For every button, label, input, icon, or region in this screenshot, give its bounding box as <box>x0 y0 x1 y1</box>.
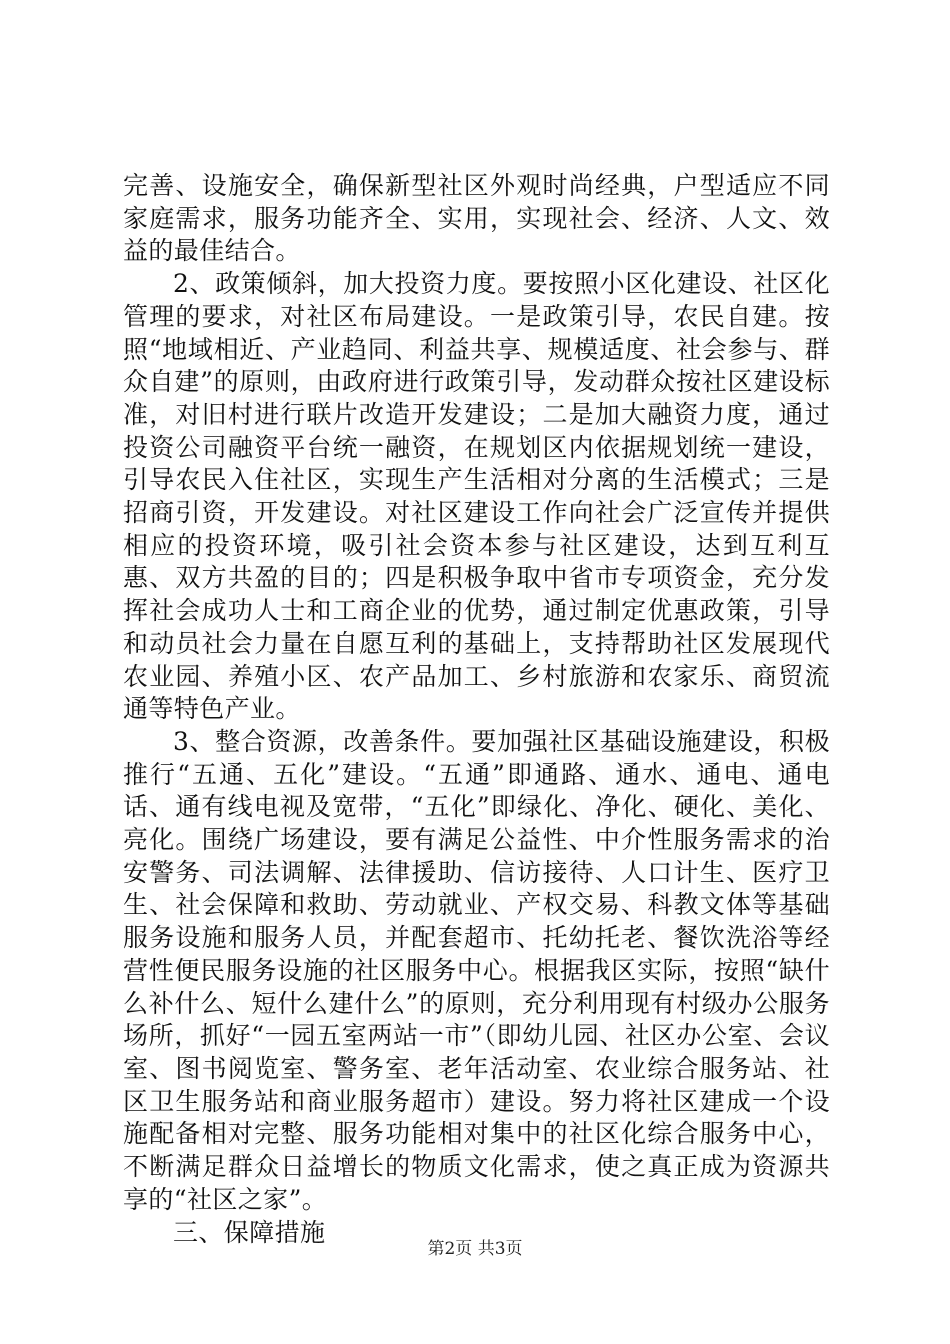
paragraph-resource-integration: 3、整合资源，改善条件。要加强社区基础设施建设，积极推行“五通、五化”建设。“五通”即通路、通水、通电、通电话、通有线电视及宽带，“五化”即绿化、净化、硬化、美化、亮化。围绕广场建设，要有满足公益性、中介性服务需求的治安警务、司法调解、法律援助、信访接待、人口计生、医疗卫生、社会保障和救助、劳动就业、产权交易、科教文体等基础服务设施和服务人员，并配套超市、托幼托老、餐饮洗浴等经营性便民服务设施的社区服务中心。根据我区实际，按照“缺什么补什么、短什么建什么”的原则，充分利用现有村级办公服务场所，抓好“一园五室两站一市”（即幼儿园、社区办公室、会议室、图书阅览室、警务室、老年活动室、农业综合服务站、社区卫生服务站和商业服务超市）建设。努力将社区建成一个设施配备相对完整、服务功能相对集中的社区化综合服务中心，不断满足群众日益增长的物质文化需求，使之真正成为资源共享的“社区之家”。 <box>123 726 830 1214</box>
page-footer: 第2页 共3页 <box>427 1239 523 1259</box>
section-heading-safeguards: 三、保障措施 <box>173 1217 326 1247</box>
document-body <box>123 170 830 1249</box>
paragraph-continuation: 完善、设施安全，确保新型社区外观时尚经典，户型适应不同家庭需求，服务功能齐全、实用，实现社会、经济、人文、效益的最佳结合。 <box>123 171 830 266</box>
paragraph-policy-investment: 2、政策倾斜，加大投资力度。要按照小区化建设、社区化管理的要求，对社区布局建设。一是政策引导，农民自建。按照“地域相近、产业趋同、利益共享、规模适度、社会参与、群众自建”的原则，由政府进行政策引导，发动群众按社区建设标准，对旧村进行联片改造开发建设；二是加大融资力度，通过投资公司融资平台统一融资，在规划区内依据规划统一建设，引导农民入住社区，实现生产生活相对分离的生活模式；三是招商引资，开发建设。对社区建设工作向社会广泛宣传并提供相应的投资环境，吸引社会资本参与社区建设，达到互利互惠、双方共盈的目的；四是积极争取中省市专项资金，充分发挥社会成功人士和工商企业的优势，通过制定优惠政策，引导和动员社会力量在自愿互利的基础上，支持帮助社区发展现代农业园、养殖小区、农产品加工、乡村旅游和农家乐、商贸流通等特色产业。 <box>123 269 830 724</box>
